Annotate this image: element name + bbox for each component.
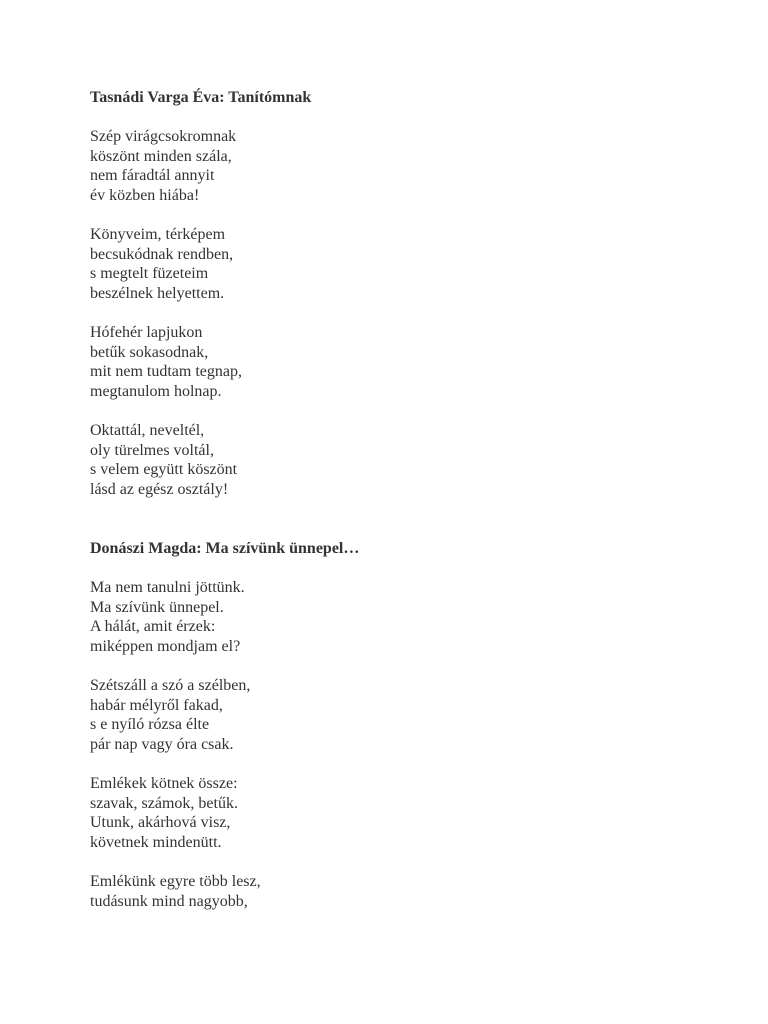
poem-line: A hálát, amit érzek: [90,618,216,635]
poem-line: oly türelmes voltál, [90,441,214,459]
stanza [90,676,730,754]
poem-line: Emlékek kötnek össze: [90,775,238,792]
poem-line: s megtelt füzeteim [90,265,209,282]
poem-line: lásd az egész osztály! [90,480,229,498]
poem-line: Könyveim, térképem [90,226,226,243]
poem-title: Tasnádi Varga Éva: Tanítómnak [90,89,312,106]
poem-line: pár nap vagy óra csak. [90,735,234,753]
poem-line: miképpen mondjam el? [90,637,241,655]
poem-line: mit nem tudtam tegnap, [90,363,242,380]
stanza [90,225,730,303]
poem-tanitomnak [90,88,730,499]
poem-line: habár mélyről fakad, [90,696,223,714]
stanza [90,127,730,205]
poem-line: betűk sokasodnak, [90,343,209,361]
poem-line: köszönt minden szála, [90,147,232,165]
poem-line: Ma nem tanulni jöttünk. [90,579,245,596]
poem-line: szavak, számok, betűk. [90,794,238,812]
poem-line: s e nyíló rózsa élte [90,716,210,733]
poem-line: s velem együtt köszönt [90,461,238,478]
document-page [90,88,730,931]
poem-line: nem fáradtál annyit [90,167,215,184]
poem-line: Hófehér lapjukon [90,324,203,341]
stanza [90,774,730,852]
poem-line: Szétszáll a szó a szélben, [90,677,251,694]
poem-line: becsukódnak rendben, [90,245,234,263]
poem-title: Donászi Magda: Ma szívünk ünnepel… [90,540,360,557]
poem-ma-szivunk-unnepel [90,539,730,911]
stanza [90,421,730,499]
stanza [90,323,730,401]
poem-line: megtanulom holnap. [90,382,222,400]
stanza [90,578,730,656]
poem-line: Ma szívünk ünnepel. [90,598,224,616]
poem-line: követnek mindenütt. [90,833,222,851]
poem-line: tudásunk mind nagyobb, [90,892,248,910]
stanza [90,872,730,911]
poem-line: Oktattál, neveltél, [90,422,205,439]
poem-line: Emlékünk egyre több lesz, [90,873,261,890]
poem-line: beszélnek helyettem. [90,284,225,302]
poem-line: Szép virágcsokromnak [90,128,237,145]
poem-line: év közben hiába! [90,186,200,204]
poem-line: Utunk, akárhová visz, [90,814,231,831]
